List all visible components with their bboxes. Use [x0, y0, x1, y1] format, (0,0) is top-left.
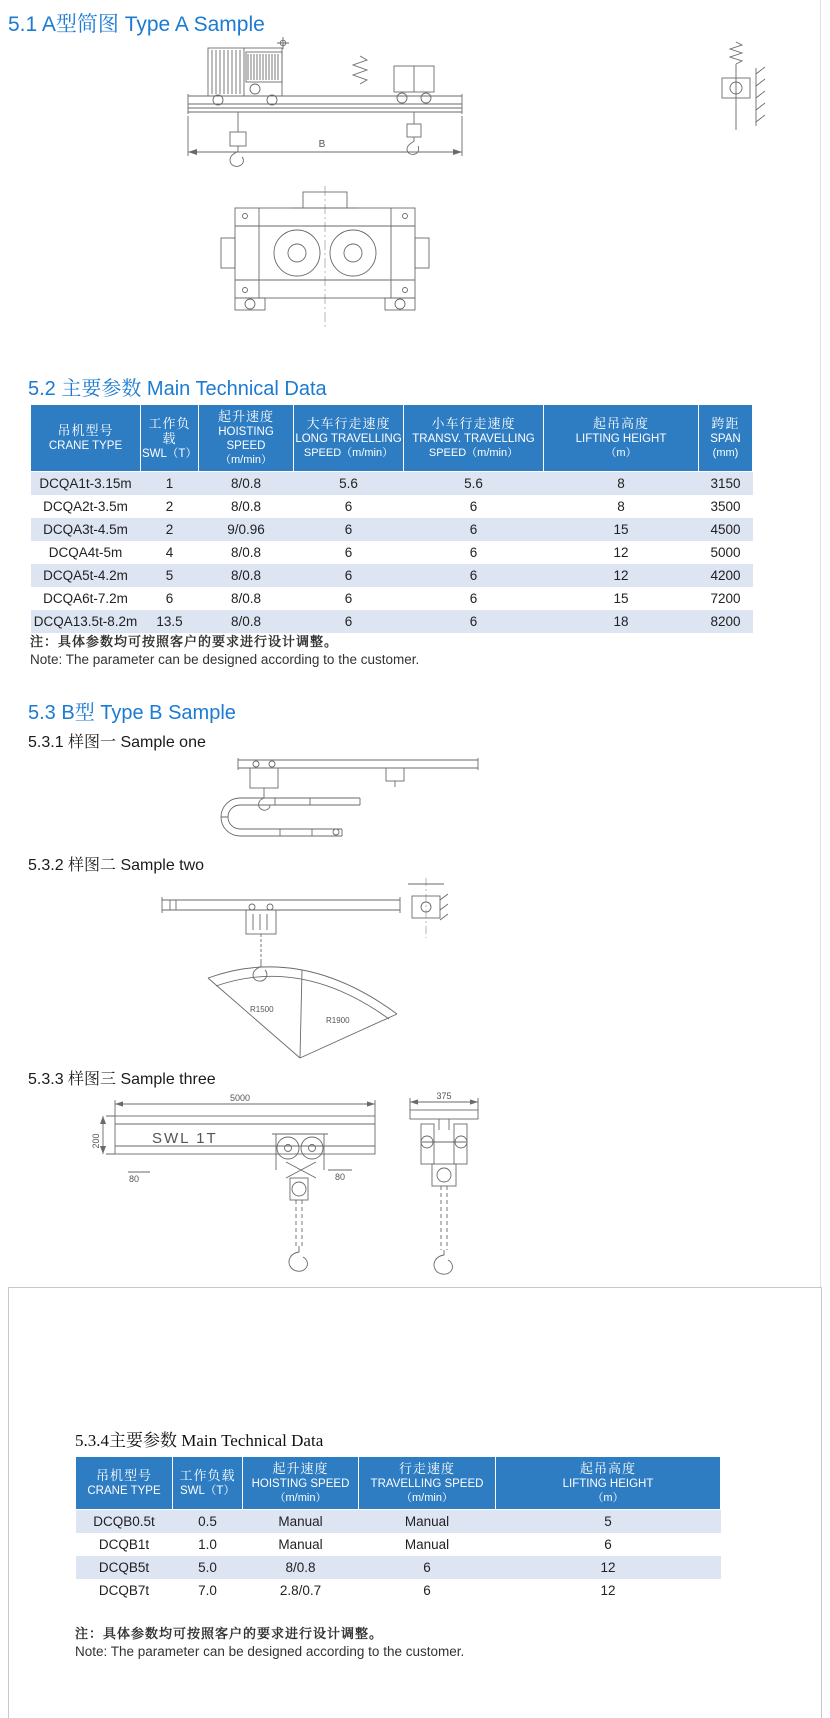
table-row [31, 564, 753, 587]
table-cell: 8/0.8 [230, 568, 262, 583]
table-row [31, 518, 753, 541]
dimension-5000-label: 5000 [229, 1093, 251, 1103]
table-cell: Manual [404, 1537, 450, 1552]
table-cell: 5.0 [198, 1560, 217, 1575]
sample-two-drawing [150, 876, 480, 1066]
table-cell: 8/0.8 [285, 1560, 316, 1575]
dimension-80-left-label: 80 [128, 1174, 140, 1184]
table-cell: DCQB1t [98, 1537, 150, 1552]
table-b-notes [75, 1626, 464, 1660]
note-english: Note: The parameter can be designed according to the customer. [30, 652, 420, 667]
main-technical-data-table-type-b [75, 1456, 721, 1602]
table-cell: 15 [613, 591, 629, 606]
page-right-rule [820, 0, 821, 1288]
table-cell: 6 [423, 1560, 431, 1575]
table-cell: 12 [600, 1583, 616, 1598]
table-row [76, 1510, 721, 1534]
table-cell: 12 [613, 568, 629, 583]
section-5-3-3-title: 5.3.3 样图三 Sample three [28, 1071, 216, 1088]
table-cell: 6 [469, 591, 478, 606]
dimension-80-right-label: 80 [334, 1172, 346, 1182]
table-cell: 6 [165, 591, 174, 606]
table-row [76, 1533, 721, 1556]
column-header: 跨距 SPAN (mm) [699, 405, 753, 472]
type-a-front-view-drawing [160, 34, 780, 170]
table-a-notes [30, 634, 419, 668]
section-5-3-title: 5.3 B型 Type B Sample [28, 702, 236, 724]
main-technical-data-table-type-a [30, 404, 753, 633]
table-cell: 6 [469, 568, 478, 583]
table-cell: 1.0 [198, 1537, 217, 1552]
table-row [76, 1556, 721, 1579]
table-cell: 4200 [710, 568, 741, 583]
column-header: 起升速度 HOISTING SPEED （m/min） [199, 405, 294, 472]
table-cell: DCQA13.5t-8.2m [33, 614, 138, 629]
table-cell: DCQB5t [98, 1560, 150, 1575]
column-header: 吊机型号 CRANE TYPE [76, 1457, 173, 1510]
table-cell: 2.8/0.7 [279, 1583, 322, 1598]
table-cell: 6 [469, 614, 478, 629]
table-cell: 8/0.8 [230, 614, 262, 629]
table-cell: DCQA1t-3.15m [39, 476, 132, 491]
table-row [76, 1579, 721, 1602]
table-cell: 4 [165, 545, 174, 560]
column-header: 工作负载 SWL（T） [173, 1457, 243, 1510]
note-english: Note: The parameter can be designed according to the customer. [75, 1644, 465, 1659]
table-cell: 2 [165, 522, 174, 537]
table-cell: 6 [344, 591, 353, 606]
table-header-row [76, 1457, 721, 1510]
column-header: 小车行走速度 TRANSV. TRAVELLING SPEED（m/min） [404, 405, 544, 472]
table-cell: 8/0.8 [230, 499, 262, 514]
table-cell: 6 [469, 522, 478, 537]
table-cell: 6 [344, 545, 353, 560]
table-cell: 8 [617, 476, 625, 491]
table-cell: 5 [604, 1514, 612, 1529]
table-cell: 8/0.8 [230, 591, 262, 606]
table-cell: 12 [600, 1560, 616, 1575]
table-cell: 8/0.8 [230, 545, 262, 560]
section-5-3-2-title: 5.3.2 样图二 Sample two [28, 857, 205, 874]
table-cell: 6 [604, 1537, 612, 1552]
table-cell: DCQA4t-5m [48, 545, 123, 560]
table-cell: 6 [469, 499, 478, 514]
table-cell: 2 [165, 499, 174, 514]
radius-r1500-label: R1500 [250, 1005, 274, 1014]
table-cell: 3150 [710, 476, 741, 491]
type-a-side-view-drawing [175, 182, 475, 334]
table-cell: 6 [469, 545, 478, 560]
table-cell: DCQA2t-3.5m [43, 499, 128, 514]
column-header: 起吊高度 LIFTING HEIGHT （m） [496, 1457, 721, 1510]
column-header: 行走速度 TRAVELLING SPEED （m/min） [359, 1457, 496, 1510]
radius-r1900-label: R1900 [326, 1016, 350, 1025]
table-cell: 9/0.96 [227, 522, 265, 537]
table-cell: 6 [344, 614, 353, 629]
section-5-3-1-title: 5.3.1 样图一 Sample one [28, 734, 206, 751]
table-cell: 5000 [710, 545, 741, 560]
table-row [31, 472, 753, 496]
table-row [31, 495, 753, 518]
table-cell: Manual [278, 1514, 323, 1529]
table-cell: 4500 [710, 522, 741, 537]
table-cell: 18 [613, 614, 629, 629]
sample-one-drawing [180, 752, 480, 844]
dimension-375-label: 375 [436, 1091, 452, 1101]
sample-three-drawing [90, 1090, 510, 1290]
dimension-200-label: 200 [91, 1133, 101, 1149]
table-cell: 5 [165, 568, 174, 583]
column-header: 起升速度 HOISTING SPEED （m/min） [243, 1457, 359, 1510]
column-header: 起吊高度 LIFTING HEIGHT （m） [544, 405, 699, 472]
table-cell: DCQA3t-4.5m [43, 522, 128, 537]
table-cell: 6 [344, 499, 353, 514]
table-cell: 7.0 [198, 1583, 217, 1598]
table-cell: 5.6 [339, 476, 358, 491]
table-cell: 7200 [710, 591, 741, 606]
note-chinese: 注：具体参数均可按照客户的要求进行设计调整。 [75, 1626, 384, 1641]
table-cell: DCQA6t-7.2m [43, 591, 128, 606]
table-cell: DCQA5t-4.2m [43, 568, 128, 583]
table-cell: 15 [613, 522, 629, 537]
note-chinese: 注：具体参数均可按照客户的要求进行设计调整。 [30, 634, 339, 649]
table-header-row [31, 405, 753, 472]
section-5-3-4-title: 5.3.4主要参数 Main Technical Data [75, 1431, 324, 1450]
table-row [31, 587, 753, 610]
column-header: 大车行走速度 LONG TRAVELLING SPEED（m/min） [294, 405, 404, 472]
table-row [31, 541, 753, 564]
table-row [31, 610, 753, 633]
table-cell: Manual [404, 1514, 450, 1529]
table-cell: Manual [278, 1537, 323, 1552]
table-cell: 1 [165, 476, 174, 491]
swl-1t-marking: SWL 1T [152, 1130, 218, 1147]
table-cell: 13.5 [156, 614, 183, 629]
table-cell: DCQB0.5t [93, 1514, 155, 1529]
table-cell: DCQB7t [98, 1583, 150, 1598]
section-5-1-title: 5.1 A型简图 Type A Sample [8, 13, 265, 36]
table-cell: 6 [344, 522, 353, 537]
table-cell: 8 [617, 499, 625, 514]
table-cell: 8/0.8 [230, 476, 262, 491]
table-cell: 12 [613, 545, 629, 560]
table-cell: 3500 [710, 499, 741, 514]
table-cell: 5.6 [464, 476, 483, 491]
table-cell: 6 [423, 1583, 431, 1598]
table-cell: 8200 [710, 614, 741, 629]
section-5-2-title: 5.2 主要参数 Main Technical Data [28, 378, 327, 400]
column-header: 吊机型号 CRANE TYPE [31, 405, 141, 472]
column-header: 工作负载 SWL（T） [141, 405, 199, 472]
table-cell: 0.5 [198, 1514, 217, 1529]
table-cell: 6 [344, 568, 353, 583]
dimension-b-label: B [318, 139, 326, 150]
